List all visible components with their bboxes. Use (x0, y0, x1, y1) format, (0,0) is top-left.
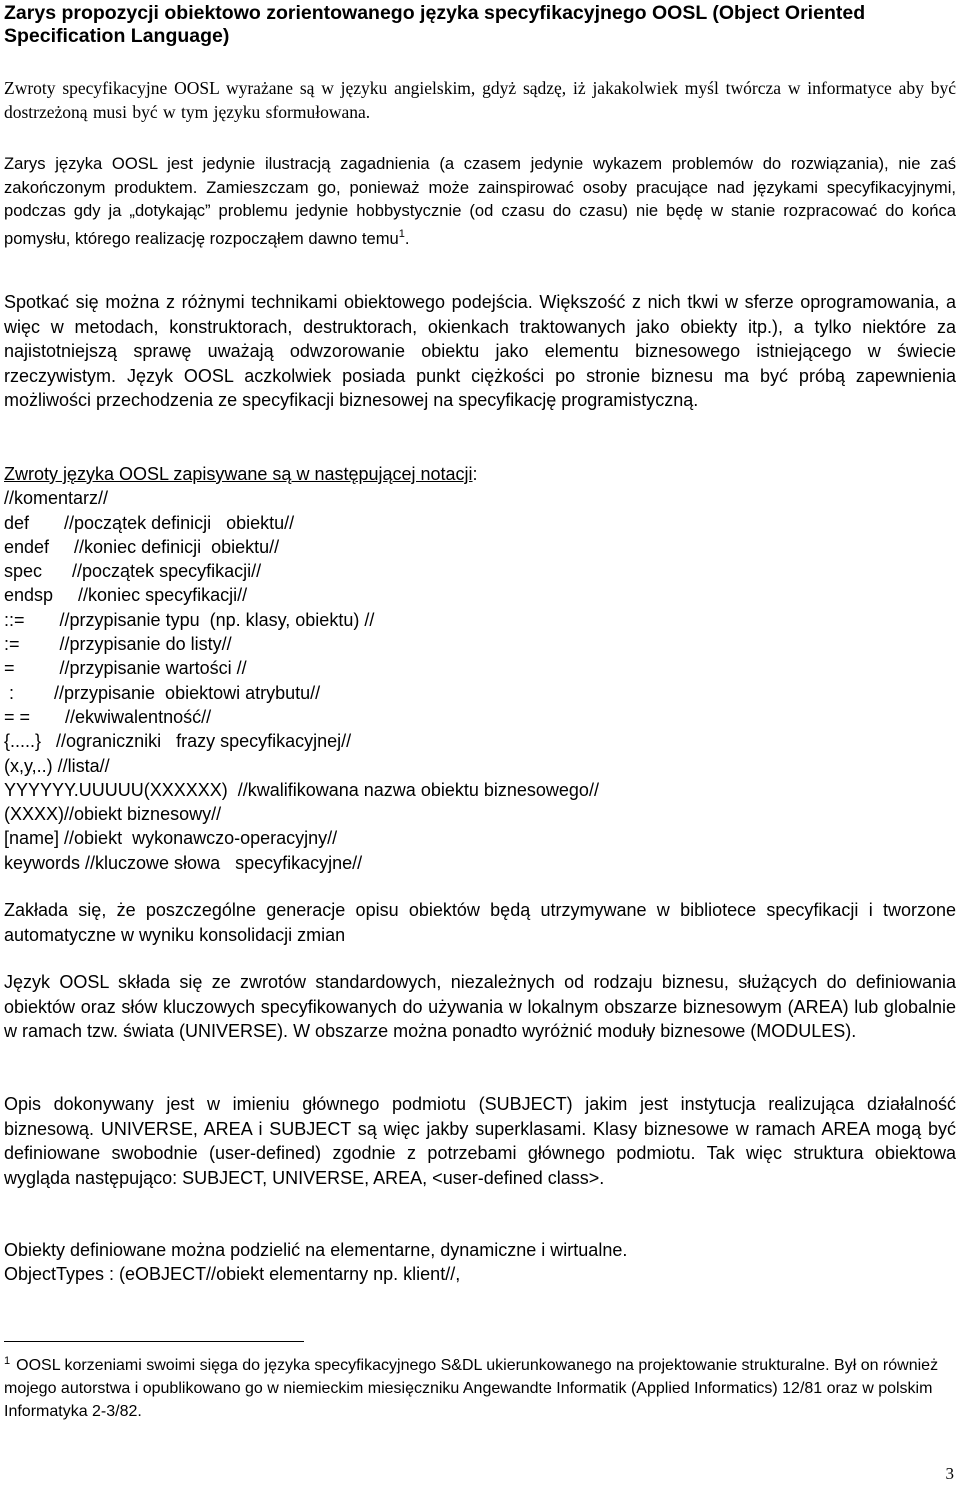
paragraph-4: Język OOSL składa się ze zwrotów standardowych, niezależnych od rodzaju biznesu, służących do definiowania obiektów oraz słów kluczowych specyfikowanych do używania w lokalnym obszarze biznesowym (AREA) lub globalnie w ramach tzw. świata (UNIVERSE). W obszarze można ponadto wyróżnić moduły biznesowe (MODULES). (4, 972, 956, 1041)
footnote-mark: 1 (4, 1355, 11, 1367)
paragraph-2: Spotkać się można z różnymi technikami obiektowego podejścia. Większość z nich tkwi w sferze oprogramowania, a więc w metodach, konstruktorach, destruktorach, okienkach traktowanych jako obiekty itp.), a tylko niektóre za najistotniejszą sprawę uważają odwzorowanie obiektu jako elementu biznesowego istniejącego w świecie rzeczywistym. Język OOSL aczkolwiek posiada punkt ciężkości po stronie biznesu ma być próbą zapewnienia możliwości przechodzenia ze specyfikacji biznesowej na specyfikację programistyczną. (4, 292, 956, 410)
notation-row: [name] //obiekt wykonawczo-operacyjny// (4, 828, 338, 849)
intro-paragraph: Zwroty specyfikacyjne OOSL wyrażane są w języku angielskim, gdyż sądzę, iż jakakolwiek myśl twórcza w informatyce aby być dostrzeżoną musi być w tym języku sformułowana. (4, 78, 956, 122)
notation-row: keywords //kluczowe słowa specyfikacyjne// (4, 852, 363, 873)
footnote-divider (4, 1341, 304, 1342)
footnote (4, 1350, 944, 1423)
notation-row: := //przypisanie do listy// (4, 634, 232, 655)
notation-header-text: Zwroty języka OOSL zapisywane są w następującej notacji (4, 464, 473, 484)
paragraph-1-end: . (404, 228, 410, 248)
notation-row: endsp //koniec specyfikacji// (4, 585, 248, 606)
page-number: 3 (945, 1464, 954, 1483)
notation-header (4, 462, 944, 486)
notation-row: YYYYYY.UUUUU(XXXXXX) //kwalifikowana nazwa obiektu biznesowego// (4, 779, 599, 800)
notation-row: endef //koniec definicji obiektu// (4, 536, 280, 557)
notation-row: (XXXX)//obiekt biznesowy// (4, 804, 222, 825)
notation-list (4, 462, 944, 875)
notation-row: = = //ekwiwalentność// (4, 706, 212, 727)
notation-row: def //początek definicji obiektu// (4, 512, 295, 533)
document-title: Zarys propozycji obiektowo zorientowanego języka specyfikacyjnego OOSL (Object Oriented Specification Language) (4, 2, 866, 47)
footnote-text: OOSL korzeniami swoimi sięga do języka specyfikacyjnego S&DL ukierunkowanego na projektowanie strukturalne. Był on również mojego autorstwa i opublikowano go w niemieckim miesięczniku Angewandte Informatik (Applied Informatics) 12/81 oraz w polskim Informatyka 2-3/82. (4, 1357, 939, 1420)
notation-row: spec //początek specyfikacji// (4, 561, 262, 582)
paragraph-6: Obiekty definiowane można podzielić na elementarne, dynamiczne i wirtualne. (4, 1240, 628, 1260)
paragraph-1 (4, 152, 956, 250)
notation-row: ::= //przypisanie typu (np. klasy, obiektu) // (4, 609, 375, 630)
notation-row: : //przypisanie obiektowi atrybutu// (4, 682, 321, 703)
paragraph-5: Opis dokonywany jest w imieniu głównego podmiotu (SUBJECT) jakim jest instytucja realizująca działalność biznesową. UNIVERSE, AREA i SUBJECT są więc jakby superklasami. Klasy biznesowe w ramach AREA mogą być definiowane swobodnie (user-defined) zgodnie z potrzebami głównego podmiotu. Tak więc struktura obiektowa wygląda następująco: SUBJECT, UNIVERSE, AREA, <user-defined class>. (4, 1094, 956, 1188)
paragraph-1-text: Zarys języka OOSL jest jedynie ilustracją zagadnienia (a czasem jedynie wykazem problemów do rozwiązania), nie zaś zakończonym produktem. Zamieszczam go, ponieważ może zainspirować osoby pracujące nad językami specyfikacyjnymi, podczas gdy ja „dotykając” problemu jedynie hobbystycznie (od czasu do czasu) nie będę w stanie rozpracować do końca pomysłu, którego realizację rozpocząłem dawno temu (4, 154, 956, 248)
notation-row: {.....} //ograniczniki frazy specyfikacyjnej// (4, 731, 352, 752)
notation-row: = //przypisanie wartości // (4, 658, 247, 679)
notation-row: (x,y,..) //lista// (4, 755, 110, 776)
paragraph-7: ObjectTypes : (eOBJECT//obiekt elementarny np. klient//, (4, 1264, 461, 1284)
paragraph-3: Zakłada się, że poszczególne generacje opisu obiektów będą utrzymywane w bibliotece specyfikacji i tworzone automatyczne w wyniku konsolidacji zmian (4, 900, 956, 945)
footnote-reference[interactable]: 1 (398, 227, 405, 240)
notation-header-colon: : (472, 464, 478, 484)
notation-row: //komentarz// (4, 488, 109, 509)
